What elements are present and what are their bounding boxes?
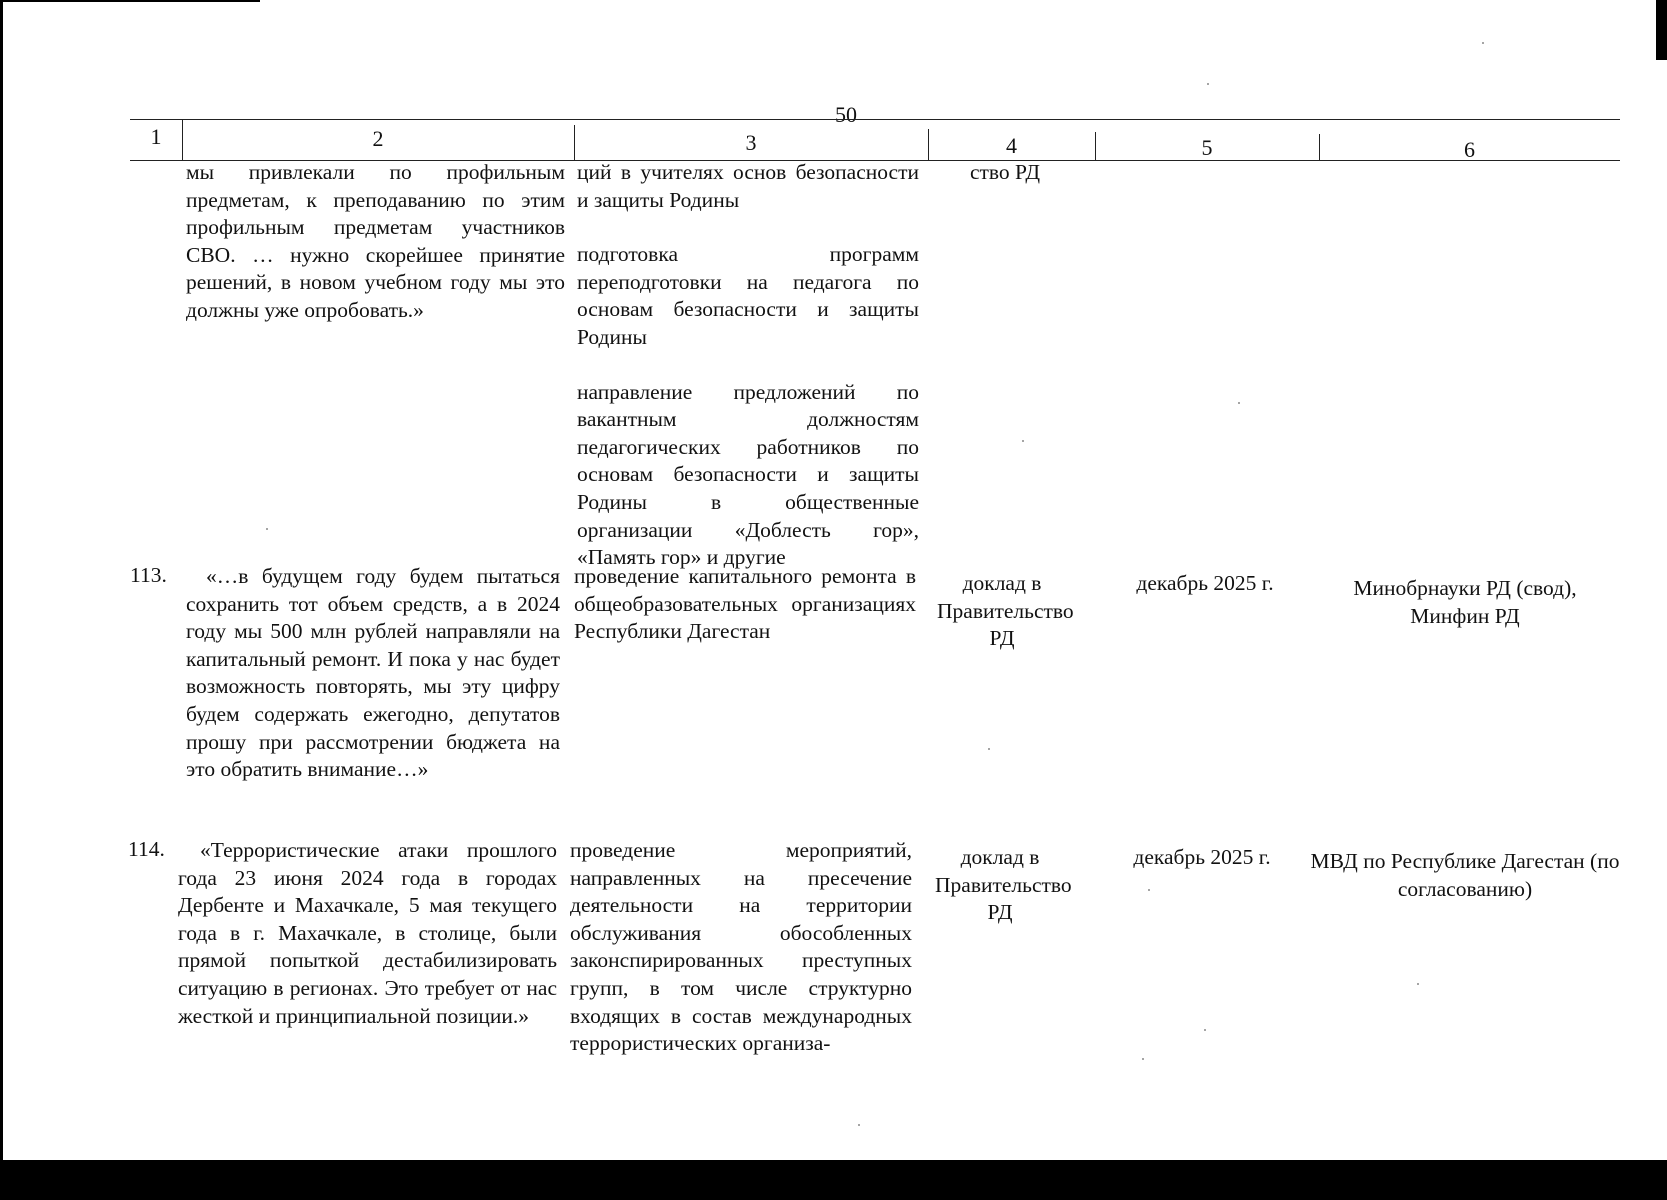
table-cell-form: доклад в Правительство РД: [935, 845, 1072, 925]
measure-item: ций в учителях основ безопасности и защиты Родины: [577, 160, 919, 212]
measure-item: направление предложений по вакантным должностям педагогических работников по основам безопасности и защиты Родины в общественные организации «Доблесть гор», «Память гор» и другие: [577, 379, 919, 570]
scan-border: [0, 1160, 1667, 1200]
table-cell-form: доклад в Правительство РД: [937, 571, 1074, 651]
scan-speck: [858, 1124, 860, 1126]
column-number: 2: [372, 126, 384, 151]
table-cell-quote: мы привлекали по профильным предметам, к преподаванию по этим профильным предметам участников СВО. … нужно скорейшее принятие решений, в новом учебном году мы это должны уже опробовать.»: [186, 160, 565, 322]
table-cell-measures: [570, 837, 912, 1058]
table-cell-measures: [577, 159, 919, 572]
column-number: 4: [1006, 133, 1017, 158]
table-cell-responsible: Минобрнауки РД (свод), Минфин РД: [1353, 576, 1577, 628]
scan-speck: [1417, 983, 1419, 985]
scan-border: [0, 0, 3, 1200]
table-cell-quote: «…в будущем году будем пытаться сохранить тот объем средств, а в 2024 году мы 500 млн рублей направляли на капитальный ремонт. И пока у нас будет возможность повторять, мы эту цифру будем содержать ежегодно, депутатов прошу при рассмотрении бюджета на это обратить внимание…»: [186, 564, 560, 782]
table-cell-deadline: декабрь 2025 г.: [1136, 571, 1274, 595]
scan-speck: [988, 748, 990, 750]
measure-item: проведение мероприятий, направленных на пресечение деятельности на территории обслуживания обособленных законспирированных преступных групп, в том числе структурно входящих в состав международных террористических организа-: [570, 838, 912, 1056]
scan-speck: [1238, 402, 1240, 404]
scan-speck: [266, 528, 268, 530]
scan-speck: [1207, 83, 1209, 85]
table-top-border: [130, 119, 1620, 120]
page-number: 50: [835, 102, 857, 127]
scan-speck: [1482, 42, 1484, 44]
scan-border: [0, 0, 260, 2]
scan-speck: [1022, 440, 1024, 442]
column-number: 1: [150, 124, 162, 149]
row-number: 114.: [128, 837, 165, 861]
table-cell-responsible: МВД по Республике Дагестан (по согласованию): [1310, 849, 1620, 901]
table-cell-deadline: декабрь 2025 г.: [1133, 845, 1271, 869]
table-cell-quote: «Террористические атаки прошлого года 23 июня 2024 года в городах Дербенте и Махачкале, 5 мая текущего года в г. Махачкале, в столице, были прямой попыткой дестабилизировать ситуацию в регионах. Это требует от нас жесткой и принципиальной позиции.»: [178, 838, 557, 1028]
scan-speck: [1148, 889, 1150, 891]
measure-item: подготовка программ переподготовки на педагога по основам безопасности и защиты Родины: [577, 242, 919, 349]
column-number: 5: [1201, 135, 1213, 160]
row-number: 113.: [130, 563, 167, 587]
column-number: 3: [745, 130, 757, 155]
scan-border: [1656, 0, 1667, 60]
scan-speck: [1204, 1029, 1206, 1031]
measure-item: проведение капитального ремонта в общеобразовательных организациях Республики Дагестан: [574, 564, 916, 644]
scan-speck: [1142, 1058, 1144, 1060]
table-cell-measures: [574, 563, 916, 646]
table-cell-form: ство РД: [969, 160, 1041, 184]
column-number: 6: [1464, 137, 1475, 162]
